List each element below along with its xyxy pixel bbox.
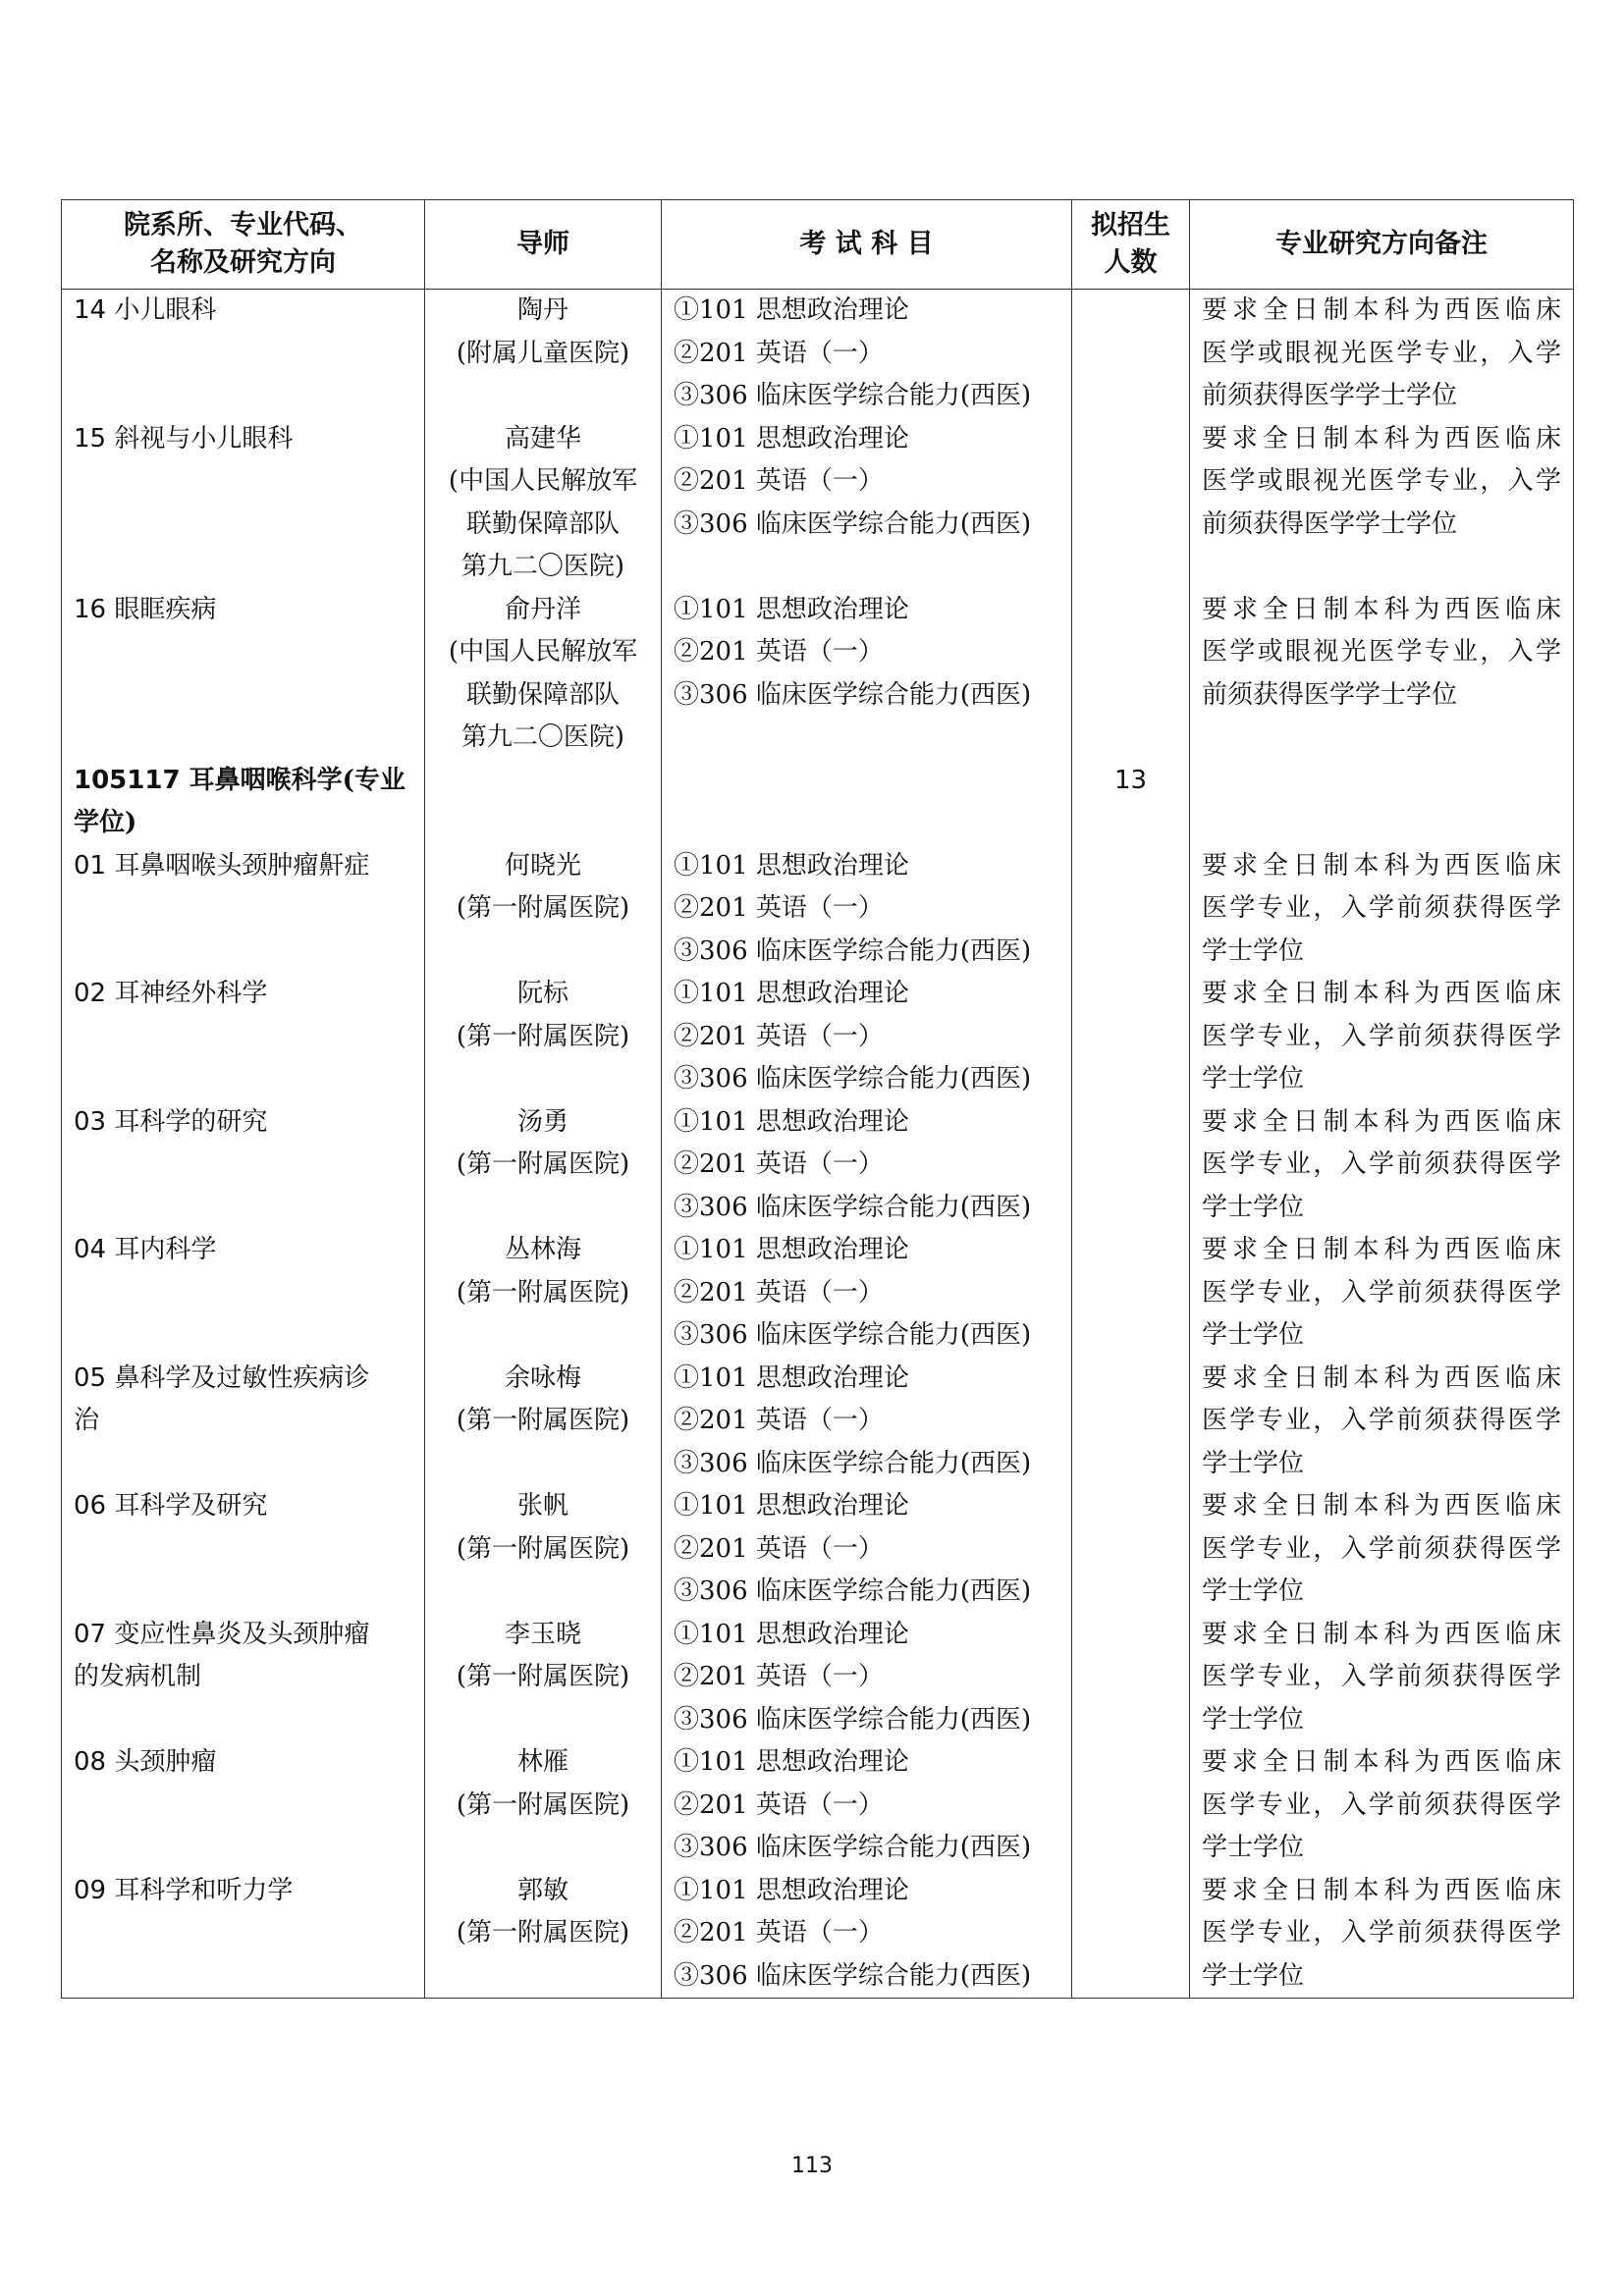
direction-name-cell <box>62 973 425 1101</box>
tutor-cell <box>425 1358 662 1486</box>
direction-name-cell <box>62 1870 425 1999</box>
enrollment-count-cell <box>1072 845 1190 974</box>
notes-cell <box>1190 1870 1574 1999</box>
note-line: 要求全日制本科为西医临床 <box>1202 594 1561 624</box>
exam-subject: ①101 思想政治理论 <box>674 1235 909 1264</box>
enrollment-count-cell <box>1072 589 1190 760</box>
direction-name <box>74 589 412 632</box>
note-line: 要求全日制本科为西医临床 <box>1202 979 1561 1008</box>
tutor-cell <box>425 1485 662 1614</box>
tutor-affiliation: (第一附属医院) <box>456 1918 630 1948</box>
exam-subject: ①101 思想政治理论 <box>674 1747 909 1777</box>
cell-content <box>74 1870 412 1998</box>
tutor-name: 郭敏 <box>516 1875 568 1905</box>
enrollment-count-cell <box>1072 1870 1190 1999</box>
note-line: 医学或眼视光医学专业，入学 <box>1202 637 1561 667</box>
note-line: 要求全日制本科为西医临床 <box>1202 1106 1561 1137</box>
table-row <box>62 973 1574 1101</box>
tutor-affiliation: (第一附属医院) <box>456 1277 630 1308</box>
tutor-cell <box>425 845 662 974</box>
tutor-affiliation: (第一附属医院) <box>456 1789 630 1820</box>
note-line: 学士学位 <box>1202 1064 1305 1094</box>
table-row <box>62 1870 1574 1999</box>
admission-table <box>61 199 1574 1999</box>
exam-subject: ③306 临床医学综合能力(西医) <box>674 1833 1032 1862</box>
direction-name-text: 耳神经外科学 <box>114 979 268 1008</box>
exam-subjects-cell <box>662 1870 1072 1999</box>
exam-subject: ①101 思想政治理论 <box>674 979 909 1008</box>
enrollment-count-cell <box>1072 973 1190 1101</box>
table-row <box>62 1101 1574 1230</box>
direction-name-cell <box>62 1358 425 1486</box>
direction-name-text: 耳鼻咽喉头颈肿瘤鼾症 <box>114 850 370 881</box>
tutor-affiliation: (附属儿童医院) <box>456 338 630 368</box>
tutor-cell <box>425 589 662 760</box>
notes-cell <box>1190 1614 1574 1742</box>
direction-name-text: 治 <box>74 1406 100 1435</box>
exam-subject: ②201 英语（一） <box>674 637 884 667</box>
tutor-cell <box>425 1101 662 1230</box>
note-line: 医学专业，入学前须获得医学 <box>1202 1533 1561 1564</box>
exam-subjects-cell <box>662 973 1072 1101</box>
note-line: 医学专业，入学前须获得医学 <box>1202 893 1561 923</box>
exam-subject: ①101 思想政治理论 <box>674 1491 909 1521</box>
tutor-cell <box>425 760 662 845</box>
exam-subject: ③306 临床医学综合能力(西医) <box>674 1576 1032 1606</box>
exam-subject: ③306 临床医学综合能力(西医) <box>674 1192 1032 1222</box>
exam-subject: ②201 英语（一） <box>674 1918 884 1948</box>
notes-cell <box>1190 1101 1574 1230</box>
direction-code: 05 <box>74 1362 107 1393</box>
exam-subjects-cell <box>662 845 1072 974</box>
note-line: 学士学位 <box>1202 1320 1305 1350</box>
notes-cell <box>1190 290 1574 418</box>
exam-subject: ③306 临床医学综合能力(西医) <box>674 508 1032 539</box>
tutor-affiliation: (第一附属医院) <box>456 893 630 923</box>
tutor-affiliation: (第一附属医院) <box>456 1149 630 1179</box>
exam-subject: ③306 临床医学综合能力(西医) <box>674 679 1032 710</box>
tutor-affiliation: (中国人民解放军 <box>448 466 638 496</box>
exam-subject: ①101 思想政治理论 <box>674 1875 909 1905</box>
exam-subjects-cell <box>662 1485 1072 1614</box>
note-line: 医学专业，入学前须获得医学 <box>1202 1021 1561 1051</box>
direction-name-text: 斜视与小儿眼科 <box>114 423 294 454</box>
direction-name <box>74 1741 412 1785</box>
cell-content <box>74 845 412 888</box>
cell-content <box>74 1614 412 1699</box>
direction-name-cell <box>62 1741 425 1870</box>
exam-subject: ②201 英语（一） <box>674 1277 884 1308</box>
exam-subjects-cell <box>662 1229 1072 1358</box>
direction-name-text: 小儿眼科 <box>114 295 217 325</box>
direction-name-cell <box>62 760 425 845</box>
note-line: 前须获得医学学士学位 <box>1202 381 1458 410</box>
cell-content <box>74 760 412 845</box>
exam-subjects-cell <box>662 1614 1072 1742</box>
tutor-name: 陶丹 <box>516 295 568 325</box>
enrollment-count-cell <box>1072 1614 1190 1742</box>
exam-subjects-cell <box>662 1358 1072 1486</box>
notes-cell <box>1190 1229 1574 1358</box>
exam-subject: ①101 思想政治理论 <box>674 423 909 454</box>
notes-cell <box>1190 589 1574 760</box>
direction-name-text: 眼眶疾病 <box>114 594 217 624</box>
direction-name <box>74 845 412 888</box>
exam-subject: ③306 临床医学综合能力(西医) <box>674 1448 1032 1478</box>
note-line: 要求全日制本科为西医临床 <box>1202 295 1561 325</box>
tutor-affiliation: 联勤保障部队 <box>465 508 620 539</box>
tutor-name: 丛林海 <box>504 1235 581 1264</box>
tutor-affiliation: (第一附属医院) <box>456 1406 630 1435</box>
exam-subject: ②201 英语（一） <box>674 1406 884 1435</box>
tutor-name: 余咏梅 <box>504 1362 581 1393</box>
exam-subject: ③306 临床医学综合能力(西医) <box>674 1320 1032 1350</box>
enrollment-count-cell <box>1072 1741 1190 1870</box>
tutor-cell <box>425 1741 662 1870</box>
direction-name <box>74 1485 412 1528</box>
note-line: 要求全日制本科为西医临床 <box>1202 423 1561 454</box>
table-row <box>62 1358 1574 1486</box>
note-line: 学士学位 <box>1202 1576 1305 1606</box>
tutor-cell <box>425 1614 662 1742</box>
cell-content <box>74 1229 412 1272</box>
direction-code: 09 <box>74 1875 107 1905</box>
notes-cell <box>1190 1485 1574 1614</box>
direction-name-cell <box>62 418 425 589</box>
major-row <box>62 760 1574 845</box>
enrollment-count-cell <box>1072 1229 1190 1358</box>
tutor-name: 何晓光 <box>504 850 581 881</box>
cell-content <box>74 973 412 1016</box>
direction-name-text: 耳科学的研究 <box>114 1106 268 1137</box>
direction-name <box>74 802 412 845</box>
tutor-affiliation: 联勤保障部队 <box>465 679 620 710</box>
exam-subject: ①101 思想政治理论 <box>674 594 909 624</box>
cell-content <box>74 1741 412 1785</box>
exam-subjects-cell <box>662 1741 1072 1870</box>
tutor-name: 高建华 <box>504 423 581 454</box>
direction-name-text: 耳科学和听力学 <box>114 1875 294 1905</box>
direction-name-text: 的发病机制 <box>74 1662 202 1691</box>
tutor-name: 汤勇 <box>516 1106 568 1137</box>
note-line: 要求全日制本科为西医临床 <box>1202 850 1561 881</box>
tutor-name: 阮标 <box>516 979 568 1008</box>
direction-name <box>74 1101 412 1145</box>
note-line: 医学专业，入学前须获得医学 <box>1202 1406 1561 1435</box>
direction-code: 14 <box>74 295 107 325</box>
note-line: 要求全日制本科为西医临床 <box>1202 1235 1561 1264</box>
exam-subject: ②201 英语（一） <box>674 1789 884 1820</box>
exam-subject: ①101 思想政治理论 <box>674 850 909 881</box>
direction-code: 07 <box>74 1619 107 1649</box>
exam-subject: ①101 思想政治理论 <box>674 1619 909 1649</box>
enrollment-count-cell <box>1072 760 1190 845</box>
note-line: 要求全日制本科为西医临床 <box>1202 1491 1561 1521</box>
enrollment-count-cell <box>1072 1101 1190 1230</box>
tutor-affiliation: (第一附属医院) <box>456 1662 630 1691</box>
direction-name-text: 耳内科学 <box>114 1235 217 1264</box>
note-line: 医学或眼视光医学专业，入学 <box>1202 466 1561 496</box>
direction-name <box>74 973 412 1016</box>
tutor-cell <box>425 973 662 1101</box>
tutor-affiliation: (第一附属医院) <box>456 1533 630 1564</box>
note-line: 前须获得医学学士学位 <box>1202 508 1458 539</box>
enrollment-count-cell <box>1072 1485 1190 1614</box>
tutor-affiliation: (第一附属医院) <box>456 1021 630 1051</box>
notes-cell <box>1190 1741 1574 1870</box>
note-line: 要求全日制本科为西医临床 <box>1202 1362 1561 1393</box>
direction-code: 03 <box>74 1106 107 1137</box>
exam-subject: ②201 英语（一） <box>674 893 884 923</box>
enrollment-count-cell <box>1072 1358 1190 1486</box>
exam-subject: ③306 临床医学综合能力(西医) <box>674 1704 1032 1735</box>
table-row <box>62 1229 1574 1358</box>
direction-name <box>74 1614 412 1657</box>
note-line: 要求全日制本科为西医临床 <box>1202 1747 1561 1777</box>
direction-name-text: 学位) <box>74 808 137 837</box>
note-line: 要求全日制本科为西医临床 <box>1202 1875 1561 1905</box>
exam-subject: ②201 英语（一） <box>674 1149 884 1179</box>
enrollment-count-cell <box>1072 290 1190 418</box>
direction-name-cell <box>62 845 425 974</box>
direction-code: 02 <box>74 979 107 1008</box>
exam-subject: ③306 临床医学综合能力(西医) <box>674 1064 1032 1094</box>
note-line: 医学专业，入学前须获得医学 <box>1202 1149 1561 1179</box>
direction-name-text: 头颈肿瘤 <box>114 1747 217 1777</box>
direction-name-cell <box>62 1485 425 1614</box>
direction-name-cell <box>62 290 425 418</box>
direction-name <box>74 290 412 333</box>
tutor-name: 林雁 <box>516 1747 568 1777</box>
exam-subject: ②201 英语（一） <box>674 466 884 496</box>
cell-content <box>74 1485 412 1528</box>
direction-name-text: 耳鼻咽喉科学(专业 <box>189 765 406 795</box>
tutor-affiliation: (中国人民解放军 <box>448 637 638 667</box>
note-line: 学士学位 <box>1202 935 1305 966</box>
exam-subject: ②201 英语（一） <box>674 1021 884 1051</box>
direction-name-text: 鼻科学及过敏性疾病诊 <box>114 1362 370 1393</box>
note-line: 医学专业，入学前须获得医学 <box>1202 1277 1561 1308</box>
note-line: 学士学位 <box>1202 1960 1305 1991</box>
cell-content <box>74 290 412 333</box>
header-notes: 专业研究方向备注 <box>1190 200 1574 290</box>
table-row <box>62 845 1574 974</box>
tutor-cell <box>425 418 662 589</box>
header-exam-subjects: 考 试 科 目 <box>662 200 1072 290</box>
direction-name <box>74 1400 412 1443</box>
exam-subjects-cell <box>662 589 1072 760</box>
table-row <box>62 1614 1574 1742</box>
major-code: 105117 <box>74 765 181 795</box>
notes-cell <box>1190 760 1574 845</box>
cell-content <box>74 1358 412 1443</box>
exam-subject: ①101 思想政治理论 <box>674 295 909 325</box>
exam-subjects-cell <box>662 1101 1072 1230</box>
direction-name <box>74 1229 412 1272</box>
notes-cell <box>1190 418 1574 589</box>
direction-name <box>74 1870 412 1913</box>
direction-name-cell <box>62 1101 425 1230</box>
note-line: 医学或眼视光医学专业，入学 <box>1202 338 1561 368</box>
tutor-affiliation: 第九二〇医院) <box>460 552 625 581</box>
exam-subjects-cell <box>662 290 1072 418</box>
direction-name-cell <box>62 1614 425 1742</box>
note-line: 学士学位 <box>1202 1704 1305 1735</box>
exam-subject: ③306 临床医学综合能力(西医) <box>674 381 1032 410</box>
tutor-cell <box>425 1870 662 1999</box>
cell-content <box>74 418 412 461</box>
page-number: 113 <box>791 2154 833 2178</box>
header-enrollment: 拟招生 人数 <box>1072 200 1190 290</box>
cell-content <box>74 589 412 632</box>
exam-subject: ①101 思想政治理论 <box>674 1106 909 1137</box>
exam-subject: ③306 临床医学综合能力(西医) <box>674 1960 1032 1991</box>
notes-cell <box>1190 973 1574 1101</box>
table-row <box>62 589 1574 760</box>
note-line: 学士学位 <box>1202 1833 1305 1862</box>
direction-name <box>74 1656 412 1699</box>
direction-name-cell <box>62 1229 425 1358</box>
header-tutor: 导师 <box>425 200 662 290</box>
note-line: 学士学位 <box>1202 1448 1305 1478</box>
exam-subject: ①101 思想政治理论 <box>674 1362 909 1393</box>
tutor-name: 俞丹洋 <box>504 594 581 624</box>
note-line: 医学专业，入学前须获得医学 <box>1202 1918 1561 1948</box>
exam-subjects-cell <box>662 760 1072 845</box>
direction-name <box>74 418 412 461</box>
note-line: 医学专业，入学前须获得医学 <box>1202 1662 1561 1691</box>
direction-code: 16 <box>74 594 107 624</box>
table-row <box>62 418 1574 589</box>
direction-name-text: 变应性鼻炎及头颈肿瘤 <box>114 1619 370 1649</box>
direction-code: 06 <box>74 1491 107 1521</box>
exam-subject: ②201 英语（一） <box>674 1533 884 1564</box>
direction-code: 15 <box>74 423 107 454</box>
direction-code: 01 <box>74 850 107 881</box>
table-body <box>62 290 1574 1999</box>
tutor-cell <box>425 290 662 418</box>
note-line: 学士学位 <box>1202 1192 1305 1222</box>
notes-cell <box>1190 1358 1574 1486</box>
direction-name-cell <box>62 589 425 760</box>
notes-cell <box>1190 845 1574 974</box>
direction-name <box>74 1358 412 1401</box>
note-line: 前须获得医学学士学位 <box>1202 679 1458 710</box>
exam-subject: ②201 英语（一） <box>674 338 884 368</box>
cell-content <box>74 1101 412 1145</box>
direction-name-text: 耳科学及研究 <box>114 1491 268 1521</box>
note-line: 要求全日制本科为西医临床 <box>1202 1619 1561 1649</box>
direction-code: 08 <box>74 1747 107 1777</box>
direction-code: 04 <box>74 1235 107 1264</box>
table-header-row <box>62 200 1574 290</box>
header-department: 院系所、专业代码、 名称及研究方向 <box>62 200 425 290</box>
enrollment-count: 13 <box>1113 765 1148 795</box>
exam-subjects-cell <box>662 418 1072 589</box>
enrollment-count-cell <box>1072 418 1190 589</box>
tutor-affiliation: 第九二〇医院) <box>460 722 625 752</box>
tutor-name: 李玉晓 <box>504 1619 581 1649</box>
note-line: 医学专业，入学前须获得医学 <box>1202 1789 1561 1820</box>
tutor-cell <box>425 1229 662 1358</box>
table-row <box>62 290 1574 418</box>
tutor-name: 张帆 <box>516 1491 568 1521</box>
direction-name <box>74 760 412 803</box>
exam-subject: ②201 英语（一） <box>674 1662 884 1691</box>
table-row <box>62 1485 1574 1614</box>
exam-subject: ③306 临床医学综合能力(西医) <box>674 935 1032 966</box>
table-row <box>62 1741 1574 1870</box>
